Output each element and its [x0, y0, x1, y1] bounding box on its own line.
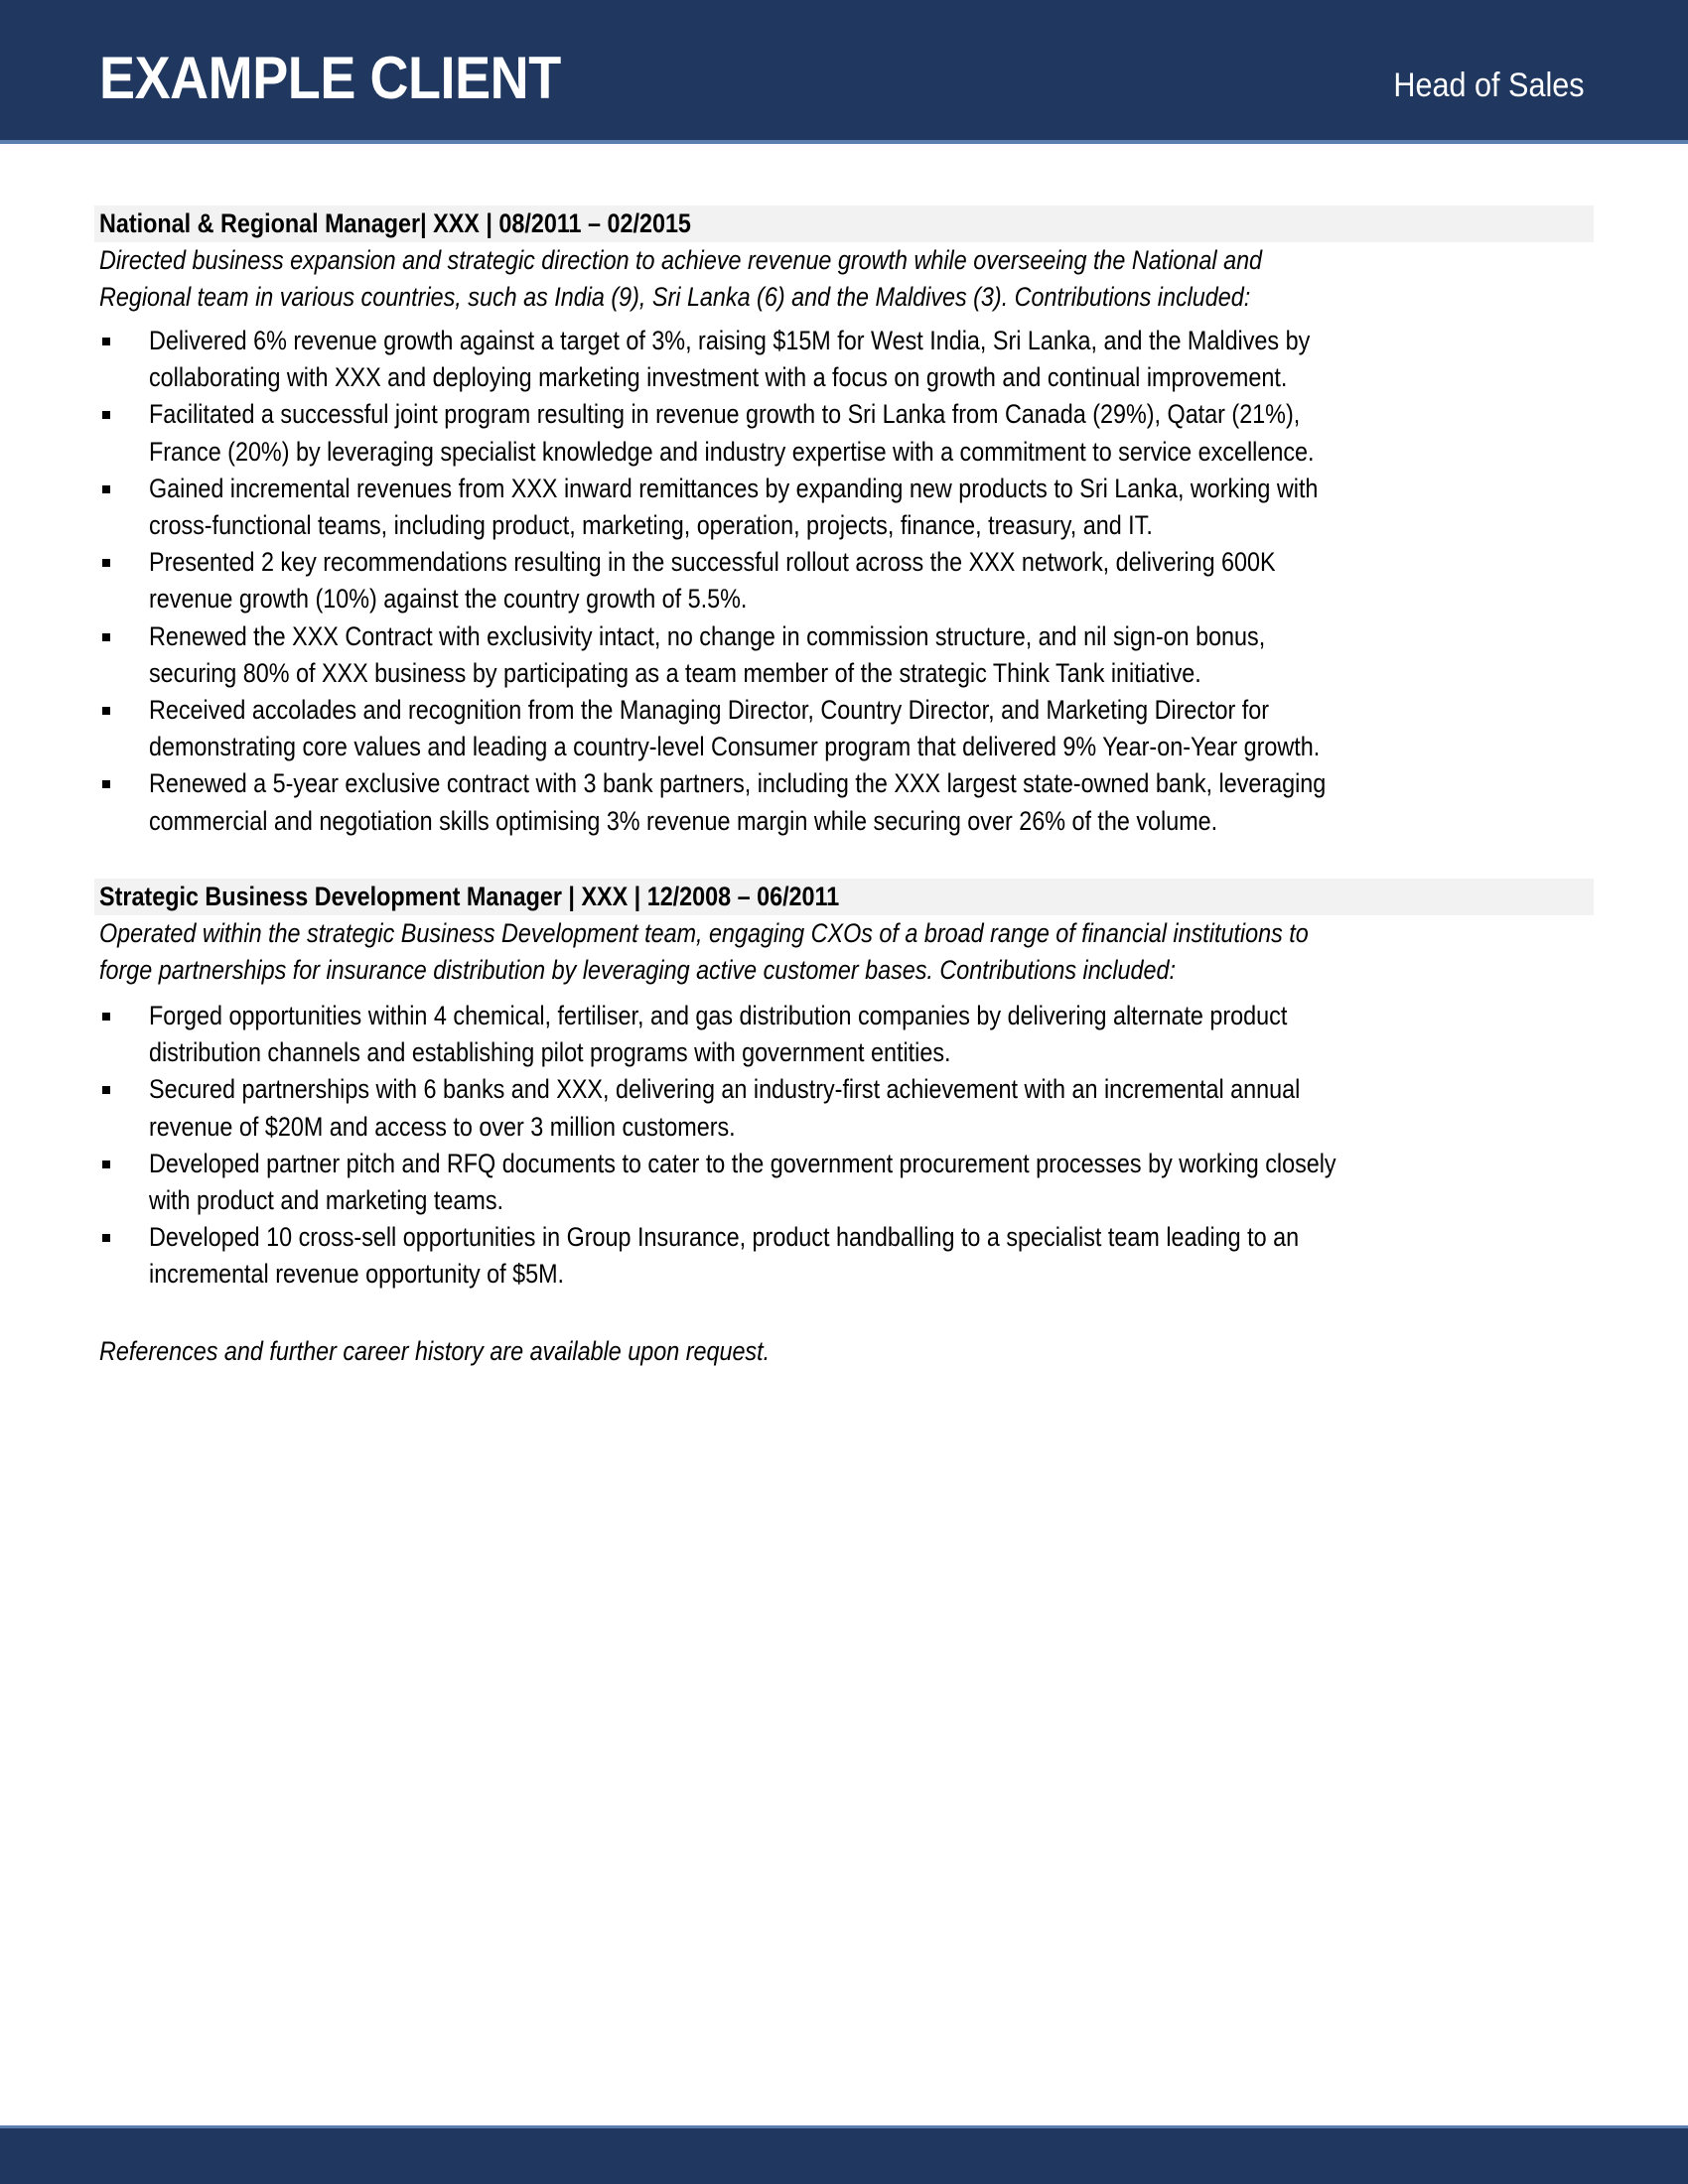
square-bullet-icon [102, 1234, 110, 1242]
square-bullet-icon [102, 707, 110, 715]
bullet-text-line: Renewed the XXX Contract with exclusivity intact, no change in commission structure, and nil sign-on bonus, [149, 620, 1266, 651]
bullet-text-line: Presented 2 key recommendations resulting in the successful rollout across the XXX network, delivering 600K [149, 547, 1276, 578]
bullet-text-line: Renewed a 5-year exclusive contract with 3 bank partners, including the XXX largest state-owned bank, leveraging [149, 768, 1327, 799]
bullet-text-line: revenue growth (10%) against the country growth of 5.5%. [149, 584, 748, 614]
position-intro-line: Directed business expansion and strategic direction to achieve revenue growth while overseeing the National and [99, 245, 1263, 275]
bullet-text-line: Developed 10 cross-sell opportunities in Group Insurance, product handballing to a specialist team leading to an [149, 1222, 1300, 1253]
bullet-text-line: distribution channels and establishing pilot programs with government entities. [149, 1037, 951, 1068]
target-role: Head of Sales [1393, 67, 1585, 104]
position-intro-line: forge partnerships for insurance distribution by leveraging active customer bases. Contributions included: [99, 955, 1176, 985]
bullet-text-line: with product and marketing teams. [149, 1185, 503, 1215]
bullet-text-line: revenue of $20M and access to over 3 million customers. [149, 1111, 736, 1142]
references-note: References and further career history are available upon request. [99, 1336, 771, 1366]
position-intro-line: Operated within the strategic Business Development team, engaging CXOs of a broad range of financial institutions to [99, 918, 1309, 948]
square-bullet-icon [102, 411, 110, 419]
square-bullet-icon [102, 1013, 110, 1021]
bullet-text-line: Received accolades and recognition from the Managing Director, Country Director, and Marketing Director for [149, 695, 1270, 725]
bullet-text-line: Secured partnerships with 6 banks and XXX, delivering an industry-first achievement with an incremental annual [149, 1074, 1301, 1105]
square-bullet-icon [102, 338, 110, 345]
client-name: EXAMPLE CLIENT [99, 45, 561, 111]
bullet-text-line: Facilitated a successful joint program resulting in revenue growth to Sri Lanka from Canada (29%), Qatar (21%), [149, 399, 1301, 430]
bullet-text-line: collaborating with XXX and deploying marketing investment with a focus on growth and continual improvement. [149, 362, 1288, 393]
bullet-text-line: securing 80% of XXX business by participating as a team member of the strategic Think Tank initiative. [149, 657, 1201, 688]
page-footer-bar [0, 2125, 1688, 2184]
page-header [0, 0, 1688, 144]
position-heading: National & Regional Manager| XXX | 08/2011 – 02/2015 [99, 208, 691, 238]
square-bullet-icon [102, 633, 110, 641]
bullet-text-line: Gained incremental revenues from XXX inward remittances by expanding new products to Sri Lanka, working with [149, 473, 1319, 503]
bullet-text-line: Delivered 6% revenue growth against a target of 3%, raising $15M for West India, Sri Lanka, and the Maldives by [149, 326, 1311, 355]
position-intro-line: Regional team in various countries, such as India (9), Sri Lanka (6) and the Maldives (3). Contributions included: [99, 282, 1251, 312]
bullet-text-line: demonstrating core values and leading a country-level Consumer program that delivered 9% Year-on-Year growth. [149, 732, 1321, 762]
bullet-text-line: Developed partner pitch and RFQ documents to cater to the government procurement processes by working closely [149, 1148, 1336, 1178]
position-heading: Strategic Business Development Manager | XXX | 12/2008 – 06/2011 [99, 882, 840, 911]
square-bullet-icon [102, 485, 110, 493]
bullet-text-line: incremental revenue opportunity of $5M. [149, 1259, 565, 1290]
bullet-text-line: cross-functional teams, including product, marketing, operation, projects, finance, treasury, and IT. [149, 510, 1153, 540]
bullet-text-line: France (20%) by leveraging specialist knowledge and industry expertise with a commitment to service excellence. [149, 436, 1315, 467]
square-bullet-icon [102, 1086, 110, 1094]
square-bullet-icon [102, 559, 110, 567]
bullet-text-line: Forged opportunities within 4 chemical, fertiliser, and gas distribution companies by delivering alternate product [149, 1001, 1288, 1030]
square-bullet-icon [102, 1160, 110, 1168]
bullet-text-line: commercial and negotiation skills optimising 3% revenue margin while securing over 26% of the volume. [149, 805, 1218, 836]
square-bullet-icon [102, 780, 110, 788]
